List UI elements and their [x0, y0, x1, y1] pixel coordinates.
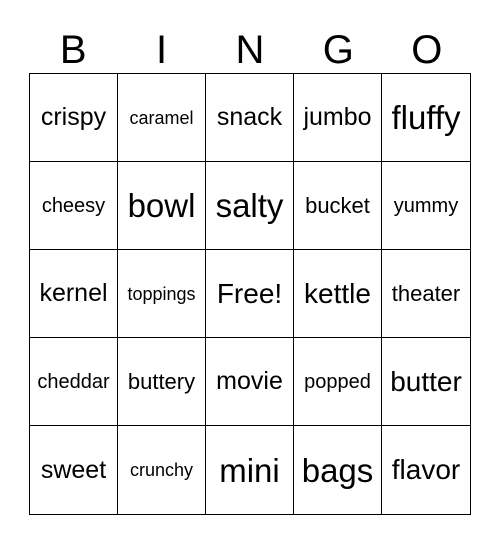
- header-letter-i: I: [156, 28, 168, 72]
- free-space-cell[interactable]: Free!: [206, 250, 294, 338]
- bingo-cell[interactable]: toppings: [118, 250, 206, 338]
- bingo-header: [29, 28, 471, 72]
- bingo-cell[interactable]: butter: [382, 338, 470, 426]
- bingo-cell[interactable]: cheesy: [30, 162, 118, 250]
- bingo-cell[interactable]: movie: [206, 338, 294, 426]
- bingo-cell[interactable]: popped: [294, 338, 382, 426]
- bingo-cell[interactable]: crispy: [30, 74, 118, 162]
- bingo-cell[interactable]: kettle: [294, 250, 382, 338]
- bingo-cell[interactable]: bucket: [294, 162, 382, 250]
- bingo-board: [29, 73, 471, 515]
- bingo-cell[interactable]: theater: [382, 250, 470, 338]
- bingo-cell[interactable]: jumbo: [294, 74, 382, 162]
- bingo-cell[interactable]: yummy: [382, 162, 470, 250]
- bingo-cell[interactable]: kernel: [30, 250, 118, 338]
- bingo-cell[interactable]: crunchy: [118, 426, 206, 514]
- bingo-cell[interactable]: cheddar: [30, 338, 118, 426]
- header-letter-n: N: [235, 28, 265, 72]
- bingo-cell[interactable]: bowl: [118, 162, 206, 250]
- bingo-cell[interactable]: snack: [206, 74, 294, 162]
- bingo-cell[interactable]: bags: [294, 426, 382, 514]
- header-letter-o: O: [411, 28, 443, 72]
- bingo-cell[interactable]: caramel: [118, 74, 206, 162]
- header-letter-b: B: [59, 28, 87, 72]
- bingo-cell[interactable]: fluffy: [382, 74, 470, 162]
- bingo-cell[interactable]: sweet: [30, 426, 118, 514]
- header-letter-g: G: [322, 28, 354, 72]
- bingo-cell[interactable]: flavor: [391, 454, 461, 485]
- bingo-cell[interactable]: buttery: [118, 338, 206, 426]
- bingo-cell[interactable]: mini: [206, 426, 294, 514]
- bingo-cell[interactable]: salty: [206, 162, 294, 250]
